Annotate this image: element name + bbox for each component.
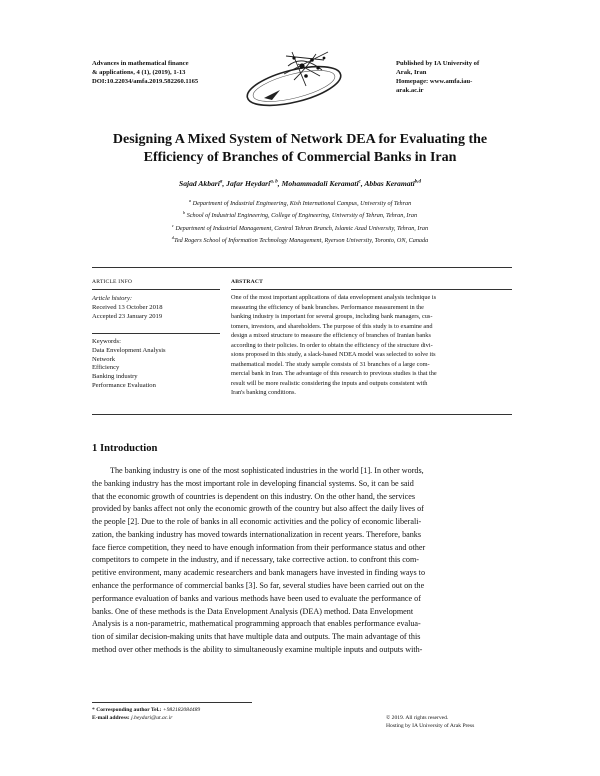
abstract-line: measuring the efficiency of bank branches. Performance measurement in the (231, 303, 424, 311)
body-line: petitive environment, many academic researchers and bank managers have invested in finding ways to (92, 568, 426, 578)
abstract-line: tomers, investors, and shareholders. The purpose of this study is to examine and (231, 322, 433, 330)
body-line: banks. One of these methods is the Data Envelopment Analysis (DEA) method. Data Envelopment (92, 606, 414, 616)
author-affil-mark: a, b (270, 179, 278, 185)
body-line: The banking industry is one of the most sophisticated industries in the world [1]. In other words, (110, 466, 424, 475)
keyword: Data Envelopment Analysis (92, 346, 166, 354)
abstract-header-rule (231, 289, 512, 290)
footnote-rule (92, 702, 252, 703)
history-rule (92, 333, 220, 334)
doi-link[interactable]: DOI:10.22034/amfa.2019.582260.1165 (92, 78, 199, 85)
abstract-line: result will be more realistic considering the inputs and outputs consistent with (231, 379, 428, 387)
corresponding-label: * Corresponding author Tel.: (92, 707, 162, 713)
affiliation: $^c$ Department of Industrial Management, Central Tehran Branch, Islamic Azad University, Tehran, Iran (171, 222, 429, 232)
abstract-line: according to their policies. In order to obtain the efficiency of the structure divi- (231, 341, 433, 349)
author-affil-mark: a (219, 179, 223, 185)
corresponding-phone: +982182084489 (161, 707, 201, 713)
abstract-heading: ABSTRACT (231, 279, 264, 285)
author-name: Jafar Heydari (226, 179, 271, 188)
affiliation: $^a$ Department of Industrial Engineering, Kish International Campus, University of Tehran (188, 198, 412, 208)
keyword: Network (92, 355, 116, 363)
body-line: provided by banks affect not only the economic growth of the country but also affect the daily lives of (92, 504, 424, 514)
body-line: competitors to compete in the industry, and if necessary, take corrective action. to confront this com- (92, 555, 419, 565)
body-line: method over other methods is the ability to simultaneously examine multiple inputs and outputs with- (92, 644, 423, 654)
abstract-text (231, 293, 512, 398)
abstract-line: banking industry is important for several groups, including bank managers, cus- (231, 313, 433, 320)
copyright-block (386, 714, 526, 730)
abstract-line: Iran's banking conditions. (231, 389, 296, 396)
history-label: Article history: (92, 295, 133, 302)
paper-title (60, 131, 540, 167)
intro-paragraph (92, 465, 512, 657)
section-heading: 1 Introduction (92, 443, 158, 454)
article-history (92, 295, 222, 321)
body-line: zation, the banking industry has moved towards internationalization in recent years. Therefore, banks (92, 529, 422, 539)
author-list: Sajad Akbari$^a$, Jafar Heydari$^{a, b}$, Mohammadali Keramati$^c$, Abbas Keramati$^{b,d}$ (179, 179, 421, 188)
abstract-line: One of the most important applications of data envelopment analysis technique is (231, 294, 437, 301)
keywords-block (92, 338, 222, 391)
homepage-link-cont[interactable]: arak.ac.ir (396, 87, 424, 94)
author-name: Abbas Keramati (364, 179, 415, 188)
publisher-line: Published by IA University of (396, 60, 480, 67)
received-date: Received 13 October 2018 (92, 303, 163, 311)
info-header-rule (92, 289, 220, 290)
body-line: that the economic growth of countries is dependent on this industry. On the other hand, the services (92, 491, 416, 501)
author-affil-mark: b,d (414, 179, 421, 185)
accepted-date: Accepted 23 January 2019 (92, 312, 163, 320)
keyword: Efficiency (92, 364, 120, 372)
keyword: Banking industry (92, 373, 138, 381)
author-affil-mark: c (358, 179, 361, 185)
abstract-line: sions proposed in this study, a slack-based NDEA model was selected to solve its (231, 351, 436, 358)
title-line-2: Efficiency of Branches of Commercial Banks in Iran (143, 150, 457, 165)
affiliation-list (60, 196, 540, 246)
author-name: Sajad Akbari (179, 179, 220, 188)
email-link[interactable]: j.heydari@ut.ac.ir (129, 715, 173, 721)
journal-name: Advances in mathematical finance (92, 60, 189, 67)
affiliation: $^d$Ted Rogers School of Information Technology Management, Ryerson University, Toronto, ON, Canada (171, 235, 429, 245)
homepage-link[interactable]: Homepage: www.amfa.iau- (396, 78, 473, 85)
body-line: tion of similar decision-making units that have multiple data and outputs. The main advantage of this (92, 632, 421, 642)
affiliation: $^b$ School of Industrial Engineering, College of Engineering, University of Tehran, Tehran, Iran (182, 210, 418, 220)
abstract-line: mercial bank in Iran. The advantage of this research to previous studies is that the (231, 370, 437, 377)
hosting-info: Hosting by IA University of Arak Press (386, 723, 475, 729)
body-line: performance evaluation of banks and various methods have been used to evaluate the performance of (92, 593, 421, 603)
author-name: Mohammadali Keramati (281, 179, 359, 188)
body-line: the people [2]. Due to the role of banks in all economic activities and the policy of economic liberali- (92, 517, 422, 527)
article-info-heading: ARTICLE INFO (92, 279, 133, 285)
keywords-label: Keywords: (92, 338, 121, 345)
journal-volume: & applications, 4 (1), (2019), 1-13 (92, 69, 186, 76)
email-label: E-mail address: (92, 715, 130, 721)
corresponding-author (92, 706, 352, 722)
keyword: Performance Evaluation (92, 381, 156, 389)
top-rule (92, 267, 512, 268)
body-line: Analysis is a non-parametric, mathematical programming approach that enables performance evalua- (92, 619, 421, 629)
body-line: face fierce competition, they need to have enough information from their performance status and other (92, 542, 426, 552)
title-line-1: Designing A Mixed System of Network DEA for Evaluating the (112, 132, 488, 147)
body-line: the banking industry has the most important role in developing financial systems. So, it can be said (92, 478, 414, 488)
journal-logo (236, 46, 358, 112)
bottom-rule (92, 414, 512, 415)
abstract-line: design a mixed structure to measure the efficiency of branches of Iranian banks (231, 332, 431, 339)
copyright: © 2019. All rights reserved. (386, 715, 449, 721)
publisher-info (396, 59, 516, 95)
publisher-location: Arak, Iran (396, 69, 427, 76)
body-line: enhance the performance of commercial banks [3]. So far, several studies have been carried out on the (92, 581, 425, 591)
abstract-line: mathematical model. The study sample consists of 31 branches of a large com- (231, 360, 430, 368)
